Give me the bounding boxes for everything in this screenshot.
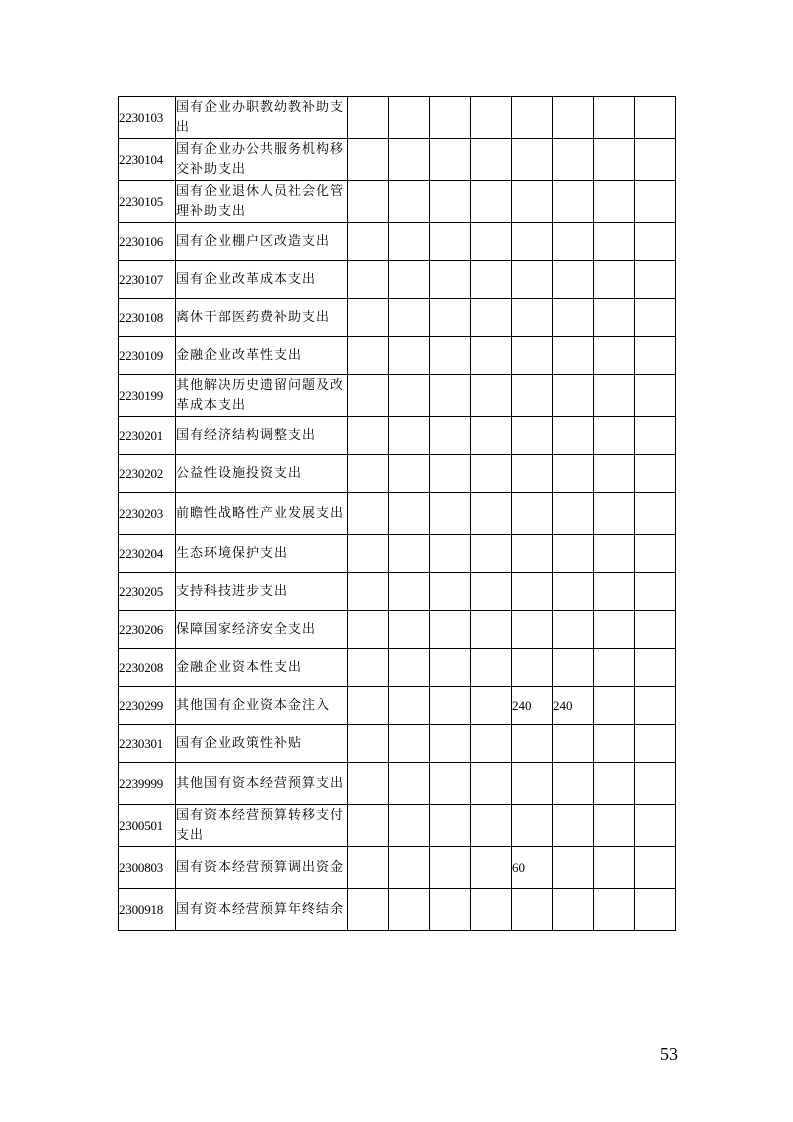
table-row xyxy=(119,535,676,573)
amount-cell xyxy=(553,417,594,455)
subject-name-cell: 公益性设施投资支出 xyxy=(176,455,348,493)
amount-cell xyxy=(348,223,389,261)
amount-cell xyxy=(594,139,635,181)
table-row xyxy=(119,417,676,455)
subject-name-cell: 金融企业改革性支出 xyxy=(176,337,348,375)
amount-cell xyxy=(389,417,430,455)
amount-cell xyxy=(430,889,471,931)
amount-cell xyxy=(553,847,594,889)
amount-cell xyxy=(635,299,676,337)
subject-name-cell: 国有资本经营预算年终结余 xyxy=(176,889,348,931)
amount-cell xyxy=(553,223,594,261)
amount-cell xyxy=(635,649,676,687)
amount-cell xyxy=(553,611,594,649)
amount-cell xyxy=(430,535,471,573)
subject-code-cell: 2239999 xyxy=(119,763,176,805)
amount-cell xyxy=(635,139,676,181)
amount-cell xyxy=(430,573,471,611)
amount-cell xyxy=(471,573,512,611)
amount-cell xyxy=(430,181,471,223)
amount-cell xyxy=(430,337,471,375)
amount-cell xyxy=(553,493,594,535)
amount-cell xyxy=(635,573,676,611)
amount-cell xyxy=(348,375,389,417)
amount-cell xyxy=(389,375,430,417)
subject-code-cell: 2230301 xyxy=(119,725,176,763)
amount-cell xyxy=(471,847,512,889)
amount-cell xyxy=(635,223,676,261)
amount-cell xyxy=(389,535,430,573)
subject-code-cell: 2230106 xyxy=(119,223,176,261)
amount-cell xyxy=(512,611,553,649)
amount-cell xyxy=(635,375,676,417)
amount-cell xyxy=(635,417,676,455)
amount-cell xyxy=(471,261,512,299)
amount-cell xyxy=(471,181,512,223)
subject-code-cell: 2230204 xyxy=(119,535,176,573)
subject-name-cell: 保障国家经济安全支出 xyxy=(176,611,348,649)
page-number: 53 xyxy=(660,1044,678,1064)
amount-cell xyxy=(430,493,471,535)
amount-cell xyxy=(471,417,512,455)
amount-cell xyxy=(348,493,389,535)
subject-code-cell: 2230199 xyxy=(119,375,176,417)
amount-cell xyxy=(430,725,471,763)
subject-name-cell: 国有企业政策性补贴 xyxy=(176,725,348,763)
amount-cell xyxy=(389,805,430,847)
subject-name-cell: 国有企业办公共服务机构移交补助支出 xyxy=(176,139,348,181)
subject-name-cell: 金融企业资本性支出 xyxy=(176,649,348,687)
amount-cell xyxy=(430,611,471,649)
amount-cell xyxy=(512,455,553,493)
amount-cell xyxy=(635,261,676,299)
amount-cell xyxy=(553,181,594,223)
amount-cell xyxy=(512,725,553,763)
amount-cell xyxy=(471,375,512,417)
table-row xyxy=(119,889,676,931)
amount-cell xyxy=(594,847,635,889)
amount-cell xyxy=(389,687,430,725)
subject-name-cell: 国有资本经营预算转移支付支出 xyxy=(176,805,348,847)
amount-cell xyxy=(594,573,635,611)
amount-cell xyxy=(430,375,471,417)
subject-name-cell: 其他国有资本经营预算支出 xyxy=(176,763,348,805)
amount-cell xyxy=(389,299,430,337)
amount-cell xyxy=(512,763,553,805)
amount-cell xyxy=(635,493,676,535)
amount-cell xyxy=(348,535,389,573)
subject-code-cell: 2230107 xyxy=(119,261,176,299)
amount-cell xyxy=(553,261,594,299)
budget-table xyxy=(118,96,676,931)
amount-cell xyxy=(348,611,389,649)
amount-cell xyxy=(389,139,430,181)
subject-name-cell: 国有企业退休人员社会化管理补助支出 xyxy=(176,181,348,223)
amount-cell xyxy=(512,181,553,223)
amount-cell xyxy=(389,455,430,493)
amount-cell xyxy=(389,649,430,687)
amount-cell xyxy=(389,261,430,299)
amount-cell xyxy=(348,763,389,805)
amount-cell xyxy=(635,725,676,763)
amount-cell xyxy=(471,649,512,687)
subject-name-cell: 国有经济结构调整支出 xyxy=(176,417,348,455)
amount-cell xyxy=(553,889,594,931)
amount-cell xyxy=(512,261,553,299)
amount-cell xyxy=(512,223,553,261)
amount-cell xyxy=(594,97,635,139)
amount-cell xyxy=(471,139,512,181)
amount-cell xyxy=(348,417,389,455)
subject-name-cell: 其他国有企业资本金注入 xyxy=(176,687,348,725)
amount-cell xyxy=(430,417,471,455)
subject-name-cell: 前瞻性战略性产业发展支出 xyxy=(176,493,348,535)
subject-name-cell: 支持科技进步支出 xyxy=(176,573,348,611)
amount-cell xyxy=(635,455,676,493)
subject-name-cell: 国有资本经营预算调出资金 xyxy=(176,847,348,889)
table-row xyxy=(119,375,676,417)
table-row xyxy=(119,611,676,649)
amount-cell xyxy=(389,97,430,139)
amount-cell xyxy=(430,763,471,805)
amount-cell: 60 xyxy=(512,847,553,889)
amount-cell xyxy=(553,375,594,417)
amount-cell xyxy=(348,261,389,299)
amount-cell xyxy=(635,805,676,847)
table-row xyxy=(119,763,676,805)
subject-name-cell: 其他解决历史遗留问题及改革成本支出 xyxy=(176,375,348,417)
amount-cell xyxy=(471,611,512,649)
amount-cell: 240 xyxy=(512,687,553,725)
table-row xyxy=(119,97,676,139)
amount-cell xyxy=(512,493,553,535)
amount-cell xyxy=(471,763,512,805)
table-row xyxy=(119,181,676,223)
amount-cell xyxy=(348,805,389,847)
amount-cell xyxy=(594,261,635,299)
amount-cell xyxy=(512,97,553,139)
amount-cell xyxy=(512,535,553,573)
amount-cell xyxy=(430,847,471,889)
amount-cell xyxy=(348,687,389,725)
amount-cell xyxy=(389,493,430,535)
table-row xyxy=(119,299,676,337)
amount-cell xyxy=(471,455,512,493)
amount-cell xyxy=(389,337,430,375)
amount-cell xyxy=(389,611,430,649)
subject-code-cell: 2300803 xyxy=(119,847,176,889)
subject-code-cell: 2230299 xyxy=(119,687,176,725)
amount-cell xyxy=(512,573,553,611)
amount-cell xyxy=(348,97,389,139)
table-row xyxy=(119,725,676,763)
subject-name-cell: 生态环境保护支出 xyxy=(176,535,348,573)
subject-name-cell: 国有企业办职教幼教补助支出 xyxy=(176,97,348,139)
amount-cell: 240 xyxy=(553,687,594,725)
table-row xyxy=(119,261,676,299)
amount-cell xyxy=(348,299,389,337)
amount-cell xyxy=(553,535,594,573)
table-row xyxy=(119,455,676,493)
amount-cell xyxy=(471,493,512,535)
amount-cell xyxy=(471,535,512,573)
amount-cell xyxy=(594,611,635,649)
amount-cell xyxy=(635,847,676,889)
amount-cell xyxy=(512,417,553,455)
table-row xyxy=(119,139,676,181)
amount-cell xyxy=(594,455,635,493)
amount-cell xyxy=(553,649,594,687)
amount-cell xyxy=(471,223,512,261)
amount-cell xyxy=(348,649,389,687)
amount-cell xyxy=(512,337,553,375)
subject-name-cell: 国有企业棚户区改造支出 xyxy=(176,223,348,261)
subject-name-cell: 离休干部医药费补助支出 xyxy=(176,299,348,337)
amount-cell xyxy=(553,573,594,611)
amount-cell xyxy=(594,181,635,223)
amount-cell xyxy=(389,573,430,611)
amount-cell xyxy=(389,889,430,931)
amount-cell xyxy=(471,725,512,763)
amount-cell xyxy=(553,725,594,763)
amount-cell xyxy=(471,687,512,725)
amount-cell xyxy=(512,139,553,181)
amount-cell xyxy=(594,649,635,687)
amount-cell xyxy=(430,649,471,687)
amount-cell xyxy=(512,649,553,687)
amount-cell xyxy=(553,97,594,139)
amount-cell xyxy=(635,687,676,725)
amount-cell xyxy=(471,889,512,931)
amount-cell xyxy=(594,223,635,261)
subject-code-cell: 2230201 xyxy=(119,417,176,455)
amount-cell xyxy=(635,181,676,223)
amount-cell xyxy=(389,725,430,763)
subject-name-cell: 国有企业改革成本支出 xyxy=(176,261,348,299)
amount-cell xyxy=(594,805,635,847)
amount-cell xyxy=(594,889,635,931)
amount-cell xyxy=(430,261,471,299)
amount-cell xyxy=(553,805,594,847)
table-row xyxy=(119,223,676,261)
amount-cell xyxy=(594,535,635,573)
amount-cell xyxy=(471,805,512,847)
amount-cell xyxy=(553,139,594,181)
amount-cell xyxy=(512,889,553,931)
amount-cell xyxy=(594,763,635,805)
amount-cell xyxy=(389,847,430,889)
subject-code-cell: 2230105 xyxy=(119,181,176,223)
amount-cell xyxy=(430,687,471,725)
amount-cell xyxy=(430,139,471,181)
amount-cell xyxy=(348,889,389,931)
amount-cell xyxy=(594,493,635,535)
subject-code-cell: 2230104 xyxy=(119,139,176,181)
amount-cell xyxy=(348,337,389,375)
amount-cell xyxy=(594,375,635,417)
amount-cell xyxy=(471,337,512,375)
amount-cell xyxy=(635,611,676,649)
subject-code-cell: 2230206 xyxy=(119,611,176,649)
budget-table-body xyxy=(119,97,676,931)
amount-cell xyxy=(471,299,512,337)
amount-cell xyxy=(594,687,635,725)
table-row xyxy=(119,805,676,847)
table-row xyxy=(119,847,676,889)
table-row xyxy=(119,337,676,375)
amount-cell xyxy=(635,763,676,805)
amount-cell xyxy=(348,139,389,181)
amount-cell xyxy=(348,181,389,223)
amount-cell xyxy=(389,223,430,261)
amount-cell xyxy=(553,299,594,337)
subject-code-cell: 2300501 xyxy=(119,805,176,847)
amount-cell xyxy=(430,97,471,139)
amount-cell xyxy=(430,805,471,847)
amount-cell xyxy=(635,337,676,375)
subject-code-cell: 2230103 xyxy=(119,97,176,139)
table-row xyxy=(119,649,676,687)
subject-code-cell: 2230205 xyxy=(119,573,176,611)
amount-cell xyxy=(348,847,389,889)
amount-cell xyxy=(594,725,635,763)
amount-cell xyxy=(512,299,553,337)
amount-cell xyxy=(594,299,635,337)
amount-cell xyxy=(512,805,553,847)
table-row xyxy=(119,573,676,611)
subject-code-cell: 2230202 xyxy=(119,455,176,493)
subject-code-cell: 2230203 xyxy=(119,493,176,535)
amount-cell xyxy=(635,97,676,139)
subject-code-cell: 2230109 xyxy=(119,337,176,375)
amount-cell xyxy=(553,455,594,493)
amount-cell xyxy=(553,763,594,805)
amount-cell xyxy=(635,535,676,573)
table-row xyxy=(119,493,676,535)
amount-cell xyxy=(430,455,471,493)
amount-cell xyxy=(348,725,389,763)
amount-cell xyxy=(430,223,471,261)
amount-cell xyxy=(512,375,553,417)
subject-code-cell: 2300918 xyxy=(119,889,176,931)
amount-cell xyxy=(430,299,471,337)
amount-cell xyxy=(348,573,389,611)
amount-cell xyxy=(594,337,635,375)
subject-code-cell: 2230108 xyxy=(119,299,176,337)
amount-cell xyxy=(348,455,389,493)
table-row xyxy=(119,687,676,725)
amount-cell xyxy=(389,181,430,223)
amount-cell xyxy=(635,889,676,931)
amount-cell xyxy=(553,337,594,375)
amount-cell xyxy=(594,417,635,455)
amount-cell xyxy=(471,97,512,139)
subject-code-cell: 2230208 xyxy=(119,649,176,687)
amount-cell xyxy=(389,763,430,805)
